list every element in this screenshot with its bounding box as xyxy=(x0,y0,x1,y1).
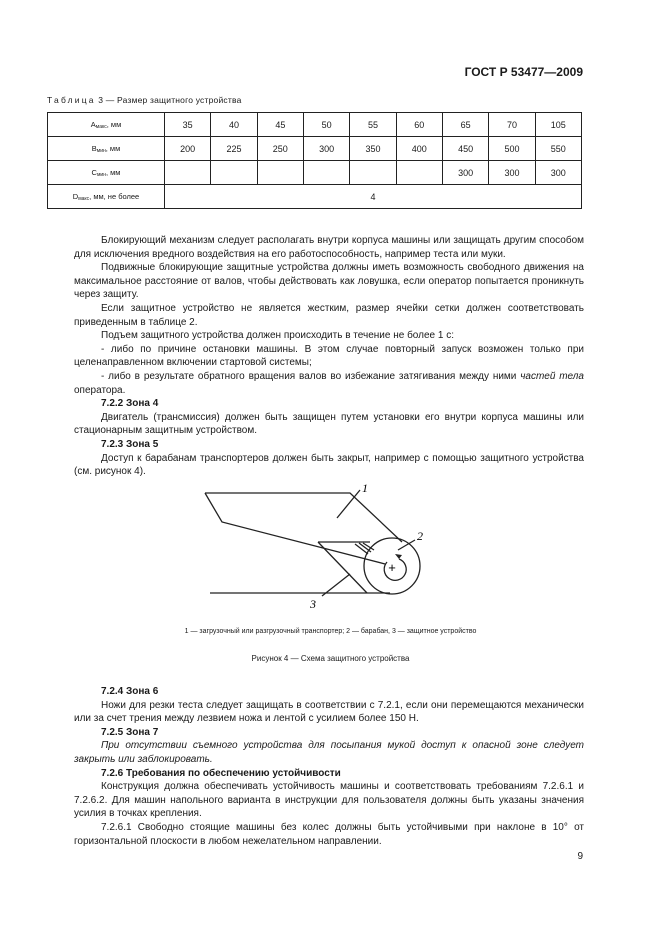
table-cell: 250 xyxy=(257,137,303,161)
table-cell: 550 xyxy=(535,137,581,161)
table-row xyxy=(48,161,582,185)
conveyor-guard-diagram xyxy=(200,482,440,610)
figure-legend: 1 — загрузочный или разгрузочный транспортер; 2 — барабан, 3 — защитное устройство xyxy=(184,628,477,635)
paragraph: Подъем защитного устройства должен происходить в течение не более 1 с: xyxy=(101,330,454,342)
list-item: - либо в результате обратного вращения валов во избежание затягивания между ними частей тела оператора. xyxy=(74,370,584,396)
page-number: 9 xyxy=(577,851,583,862)
row-label: $B_{мин}$, мм xyxy=(48,137,165,161)
table-cell: 55 xyxy=(350,113,396,137)
table-caption-word: Таблица xyxy=(47,95,96,105)
table-caption xyxy=(47,95,242,105)
table-cell xyxy=(211,161,257,185)
section-heading: 7.2.4 Зона 6 xyxy=(101,686,159,697)
table-row xyxy=(48,185,582,209)
conveyor-upper-band xyxy=(205,493,402,542)
table-cell: 60 xyxy=(396,113,442,137)
paragraph: Ножи для резки теста следует защищать в соответствии с 7.2.1, если они перемещаются механически или за счет трения между лезвием ножа и лентой с усилием более 150 Н. xyxy=(74,699,584,725)
callout-1: 1 xyxy=(362,482,368,495)
leader-line xyxy=(337,490,360,518)
body-text-upper xyxy=(74,234,584,479)
table-cell: 300 xyxy=(535,161,581,185)
table-cell: 200 xyxy=(165,137,211,161)
document-number: ГОСТ Р 53477—2009 xyxy=(464,65,583,79)
table-cell: 105 xyxy=(535,113,581,137)
table-cell: 35 xyxy=(165,113,211,137)
guard-size-table xyxy=(47,112,582,209)
table-cell: 300 xyxy=(442,161,488,185)
row-label: $D_{макс}$, мм, не более xyxy=(48,185,165,209)
section-heading: 7.2.3 Зона 5 xyxy=(101,438,159,450)
table-cell: 450 xyxy=(442,137,488,161)
paragraph: Доступ к барабанам транспортеров должен быть закрыт, например с помощью защитного устройства (см. рисунок 4). xyxy=(74,452,584,478)
table-cell: 300 xyxy=(303,137,349,161)
table-cell: 50 xyxy=(303,113,349,137)
callout-3: 3 xyxy=(310,597,316,610)
guard-lower-edge xyxy=(318,542,367,593)
paragraph: При отсутствии съемного устройства для посыпания мукой доступ к опасной зоне следует закрыть или заблокировать. xyxy=(74,740,584,765)
section-heading: 7.2.2 Зона 4 xyxy=(101,398,159,410)
table-cell: 70 xyxy=(489,113,535,137)
table-cell: 500 xyxy=(489,137,535,161)
paragraph: Если защитное устройство не является жестким, размер ячейки сетки должен соответствовать приведенным в таблице 2. xyxy=(74,302,584,328)
table-cell: 65 xyxy=(442,113,488,137)
paragraph: Блокирующий механизм следует располагать внутри корпуса машины или защищать другим способом для исключения вредного воздействия на его работоспособность, например теста или муки. xyxy=(74,235,584,260)
table-cell: 225 xyxy=(211,137,257,161)
table-caption-text: 3 — Размер защитного устройства xyxy=(95,95,242,105)
table-cell: 300 xyxy=(489,161,535,185)
table-cell-merged: 4 xyxy=(165,185,582,209)
paragraph: Двигатель (трансмиссия) должен быть защищен путем установки его внутри корпуса машины или стационарным защитным устройством. xyxy=(74,411,584,437)
row-label: $A_{макс}$, мм xyxy=(48,113,165,137)
arrow-head xyxy=(395,554,402,559)
section-heading: 7.2.5 Зона 7 xyxy=(101,726,159,738)
table-cell: 45 xyxy=(257,113,303,137)
table-cell xyxy=(257,161,303,185)
row-label: $C_{мин}$, мм xyxy=(48,161,165,185)
drum-center-mark: + xyxy=(388,560,396,575)
section-heading: 7.2.6 Требования по обеспечению устойчивости xyxy=(101,767,341,779)
table-cell xyxy=(303,161,349,185)
paragraph: Конструкция должна обеспечивать устойчивость машины и соответствовать требованиям 7.2.6.1 и 7.2.6.2. Для машин напольного варианта в инструкции для пользователя должны быть указаны значения усилия в точках крепления. xyxy=(74,781,584,820)
table-cell xyxy=(165,161,211,185)
table-cell: 400 xyxy=(396,137,442,161)
table-row xyxy=(48,137,582,161)
list-item: - либо по причине остановки машины. В этом случае повторный запуск возможен только при целенаправленном включении стартовой системы; xyxy=(74,343,584,369)
figure-caption: Рисунок 4 — Схема защитного устройства xyxy=(251,654,410,663)
table-row xyxy=(48,113,582,137)
callout-2: 2 xyxy=(417,529,423,543)
paragraph: 7.2.6.1 Свободно стоящие машины без колес должны быть устойчивыми при наклоне в 10° от горизонтальной плоскости в любом нежелательном направлении. xyxy=(74,821,584,847)
paragraph: Подвижные блокирующие защитные устройства должны иметь возможность свободного движения на максимальное расстояние от валов, чтобы действовать как ловушка, если оператор попытается проникнуть через защиту. xyxy=(74,262,584,301)
body-text-lower xyxy=(74,685,584,848)
table-cell xyxy=(350,161,396,185)
conveyor-upper-band-lower xyxy=(205,493,385,564)
table-cell: 350 xyxy=(350,137,396,161)
table-cell: 40 xyxy=(211,113,257,137)
table-cell xyxy=(396,161,442,185)
